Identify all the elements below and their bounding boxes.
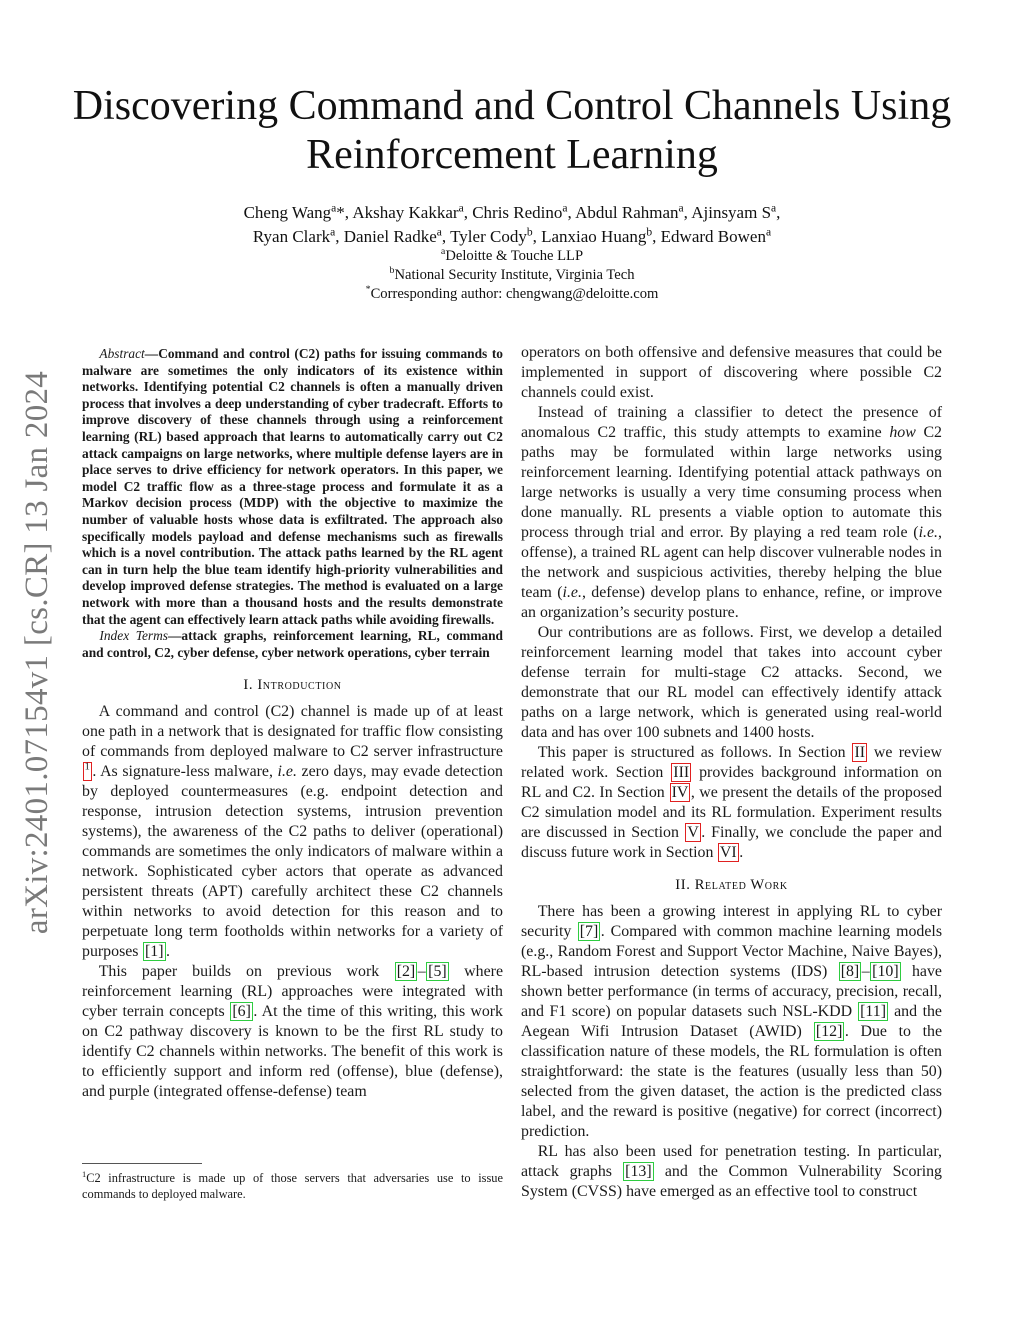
related-work-paragraph-1: There has been a growing interest in applying RL to cyber security [7] . Compared with common machine learning models (e.g., Random Forest and Support Vector Machine, Naive Bayes), RL-based intrusion detection systems (IDS) [8] – [10] have shown better performance (in terms of accuracy, precision, recall, and F1 score) on popular datasets such NSL-KDD [11] and the Aegean Wifi Intrusion Dataset (AWID) [12] . Due to the classification nature of these models, the RL formulation is often straightforward: the state is the features (usually less than 50) selected from the given dataset, the action is the predicted class label, and the reward is positive (negative) for correct (incorrect) prediction. bbox=[521, 903, 943, 1140]
intro-paragraph-2: This paper builds on previous work [2] – [5] where reinforcement learning (RL) approaches were integrated with cyber terrain concepts [6] . At the time of this writing, this work on C2 pathway discovery is known to be the first RL study to identify C2 channels within networks. The benefit of this work is to efficiently support and inform red (offense), blue (defense), and purple (integrated offense-defense) team bbox=[82, 963, 503, 1101]
paper-title: Discovering Command and Control Channels Using Reinforcement Learning bbox=[72, 83, 952, 178]
related-work-paragraph-2: RL has also been used for penetration testing. In particular, attack graphs [13] and the Common Vulnerability Scoring System (CVSS) have emerged as an effective tool to construct bbox=[521, 1143, 943, 1200]
author-line-2: Ryan Clark$^a$, Daniel Radke$^a$, Tyler Cody$^b$, Lanxiao Huang$^b$, Edward Bowen$^a$ bbox=[252, 225, 772, 246]
section-heading-introduction: I. Introduction bbox=[243, 677, 342, 694]
footnote-divider bbox=[82, 1163, 202, 1164]
arxiv-identifier: arXiv:2401.07154v1 [cs.CR] 13 Jan 2024 bbox=[19, 370, 56, 934]
author-line-1: Cheng Wang$^a$*, Akshay Kakkar$^a$, Chris Redino$^a$, Abdul Rahman$^a$, Ajinsyam $S^a$, bbox=[243, 201, 781, 222]
author-list bbox=[0, 201, 1024, 249]
section-heading-related-work: II. Related Work bbox=[675, 877, 788, 893]
affiliation-virginia-tech: $^b$National Security Institute, Virginia Tech bbox=[389, 265, 635, 283]
intro-paragraph-continued: operators on both offensive and defensive measures that could be implemented in support of discovering where possible C2 channels could exist. bbox=[521, 344, 942, 401]
left-column bbox=[82, 346, 503, 1102]
right-column bbox=[521, 343, 942, 1202]
intro-paragraph-3: Instead of training a classifier to detect the presence of anomalous C2 traffic, this study attempts to examine how C2 paths may be formulated within large networks using reinforcement learning. Identifying potential attack pathways on large networks is usually a very time consuming process when done manually. RL presents a viable option to automate this process through trial and error. By playing a red team role (i.e., offense), a trained RL agent can help discover vulnerable nodes in the network and suspicious activities, thereby helping the blue team (i.e., defense) develop plans to enhance, refine, or improve an organization’s security posture. bbox=[521, 404, 942, 621]
abstract: Abstract—Command and control (C2) paths for issuing commands to malware are sometimes the only indicators of its existence within networks. Identifying potential C2 channels is often a manually driven process that involves a deep understanding of cyber tradecraft. Efforts to improve discovery of these channels through using a reinforcement learning (RL) based approach that learns to automatically carry out C2 attack campaigns on large networks, where multiple defense layers are in place serves to drive efficiency for network operators. In this paper, we model C2 traffic flow as a three-stage process and formulate it as a Markov decision process (MDP) with the objective to maximize the number of valuable hosts whose data is exfiltrated. The approach also specifically models payload and defense mechanisms such as firewalls which is a novel contribution. The attack paths learned by the RL agent can in turn help the blue team identify high-priority vulnerabilities and develop improved defense strategies. The method is evaluated on a large network with more than a thousand hosts and the results demonstrate that the agent can effectively learn attack paths while avoiding firewalls. bbox=[82, 346, 503, 627]
structure-paragraph: This paper is structured as follows. In Section II we review related work. Section III provides background information on RL and C2. In Section IV , we present the details of the proposed C2 simulation model and its RL formulation. Experiment results are discussed in Section V . Finally, we conclude the paper and discuss future work in Section VI . bbox=[521, 744, 942, 861]
affiliation-deloitte: $^a$Deloitte & Touche LLP bbox=[440, 246, 584, 264]
contributions-paragraph: Our contributions are as follows. First, we develop a detailed reinforcement learning model that takes into account cyber defense terrain for multi-stage C2 attacks. Second, we demonstrate that our RL model can effectively identify attack paths on a large network, which is generated using real-world data and has over 100 subnets and 1400 hosts. bbox=[521, 624, 942, 741]
arxiv-sidebar-stamp bbox=[8, 362, 68, 942]
intro-paragraph-1: A command and control (C2) channel is made up of at least one path in a network that is designated for traffic flow consisting of commands from deployed malware to C2 server infrastructure $^1$ . As signature-less malware, i.e. zero days, may evade detection by deployed countermeasures (e.g. endpoint detection and response, intrusion detection systems, intrusion prevention systems), the awareness of the C2 paths to deliver (operational) commands are sometimes the only indicators of malware within a network. Sophisticated cyber actors that operate as advanced persistent threats (APT) carefully architect these C2 channels within networks to avoid detection for this reason and to perpetuate long term footholds within networks for a variety of purposes [1] . bbox=[82, 703, 503, 961]
corresponding-author: *Corresponding author: chengwang@deloitte.com bbox=[365, 284, 659, 302]
index-terms: Index Terms—attack graphs, reinforcement learning, RL, command and control, C2, cyber defense, cyber network operations, cyber terrain bbox=[82, 628, 503, 660]
footnote: $^1$C2 infrastructure is made up of those servers that adversaries use to issue commands to deployed malware. bbox=[82, 1168, 503, 1201]
